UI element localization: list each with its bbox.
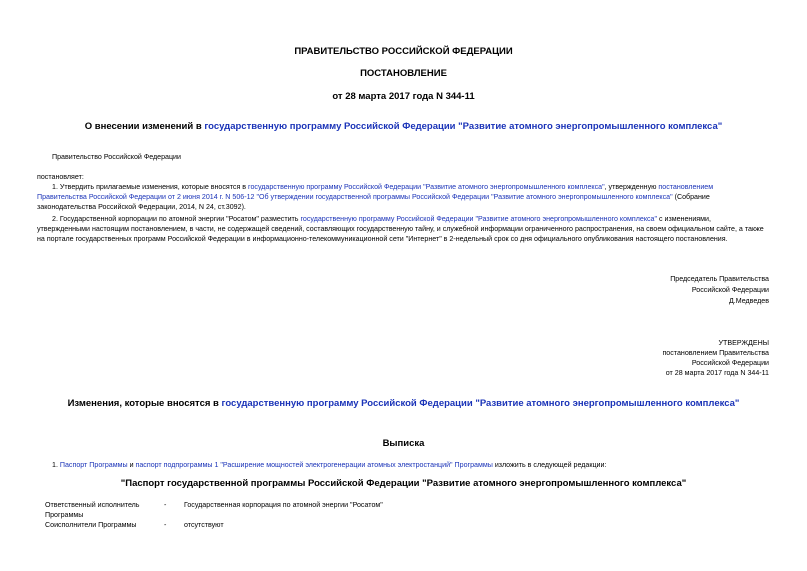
date-number: от 28 марта 2017 года N 344-11 bbox=[332, 91, 475, 102]
p1-line2 bbox=[37, 192, 710, 202]
p2-line1 bbox=[52, 214, 711, 224]
p1-decree-link-a[interactable]: постановлением bbox=[658, 183, 714, 191]
extract-heading: Выписка bbox=[382, 438, 425, 449]
signature-line2: Российской Федерации bbox=[691, 286, 769, 294]
changes-title-prefix: Изменения, которые вносятся в bbox=[67, 398, 222, 409]
title-program-link[interactable]: государственную программу Российской Федерации "Развитие атомного энергопромышленного комплекса" bbox=[204, 121, 723, 132]
row1-label-line2: Программы bbox=[45, 511, 84, 519]
passport-title: "Паспорт государственной программы Российской Федерации "Развитие атомного энергопромышленного комплекса" bbox=[120, 478, 687, 489]
p1-decree-link-b[interactable]: Правительства Российской Федерации от 2 июня 2014 г. N 506-12 "Об утверждении государственной программы Российской Федерации "Развитие атомного энергопромышленного комплекса" bbox=[37, 193, 673, 201]
p2-text-a: 2. Государственной корпорации по атомной энергии "Росатом" разместить bbox=[52, 215, 301, 223]
approved-line4: от 28 марта 2017 года N 344-11 bbox=[665, 369, 769, 377]
document-title bbox=[0, 121, 807, 132]
government-line: Правительство Российской Федерации bbox=[52, 153, 181, 161]
row1-label-line1: Ответственный исполнитель bbox=[45, 501, 140, 509]
p1-line3: законодательства Российской Федерации, 2014, N 24, ст.3092). bbox=[37, 203, 246, 211]
p1-program-link[interactable]: государственную программу Российской Федерации "Развитие атомного энергопромышленного комплекса" bbox=[248, 183, 605, 191]
row2-label: Соисполнители Программы bbox=[45, 521, 137, 529]
p1-text-c: (Собрание bbox=[674, 193, 710, 201]
subprogram-passport-link[interactable]: паспорт подпрограммы 1 "Расширение мощностей электрогенерации атомных электростанций" Программы bbox=[135, 461, 493, 469]
item1-line bbox=[52, 460, 606, 470]
p2-line3: на портале государственных программ Российской Федерации в информационно-телекоммуникационной сети "Интернет" в 2-недельный срок со дня официального опубликования настоящего постановления. bbox=[37, 235, 728, 243]
changes-program-link[interactable]: государственную программу Российской Федерации "Развитие атомного энергопромышленного комплекса" bbox=[221, 398, 740, 409]
title-prefix: О внесении изменений в bbox=[84, 121, 205, 132]
item1-number: 1. bbox=[52, 461, 60, 469]
decrees-line: постановляет: bbox=[37, 173, 84, 181]
item1-mid: и bbox=[127, 461, 136, 469]
org-name: ПРАВИТЕЛЬСТВО РОССИЙСКОЙ ФЕДЕРАЦИИ bbox=[294, 46, 513, 57]
signature-line3: Д.Медведев bbox=[728, 297, 769, 305]
row2-dash: - bbox=[164, 521, 167, 529]
doc-type: ПОСТАНОВЛЕНИЕ bbox=[360, 68, 447, 79]
p2-program-link[interactable]: государственную программу Российской Федерации "Развитие атомного энергопромышленного комплекса" bbox=[300, 215, 658, 223]
program-passport-link[interactable]: Паспорт Программы bbox=[59, 461, 128, 469]
p2-text-b: с изменениями, bbox=[657, 215, 711, 223]
p1-text-a: 1. Утвердить прилагаемые изменения, которые вносятся в bbox=[52, 183, 249, 191]
approved-line2: постановлением Правительства bbox=[662, 349, 769, 357]
row2-value: отсутствуют bbox=[184, 521, 224, 529]
p2-line2: утвержденными настоящим постановлением, в части, не содержащей сведений, составляющих государственную тайну, и служебной информации ограниченного распространения, на своем официальном сайте, а также bbox=[37, 225, 764, 233]
row1-value: Государственная корпорация по атомной энергии "Росатом" bbox=[184, 501, 383, 509]
item1-rest: изложить в следующей редакции: bbox=[492, 461, 607, 469]
approved-line1: УТВЕРЖДЕНЫ bbox=[718, 339, 769, 347]
row1-dash: - bbox=[164, 501, 167, 509]
approved-line3: Российской Федерации bbox=[691, 359, 769, 367]
p1-line1 bbox=[52, 182, 713, 192]
changes-title bbox=[0, 398, 807, 409]
p1-text-b: , утвержденную bbox=[604, 183, 659, 191]
signature-line1: Председатель Правительства bbox=[670, 275, 769, 283]
